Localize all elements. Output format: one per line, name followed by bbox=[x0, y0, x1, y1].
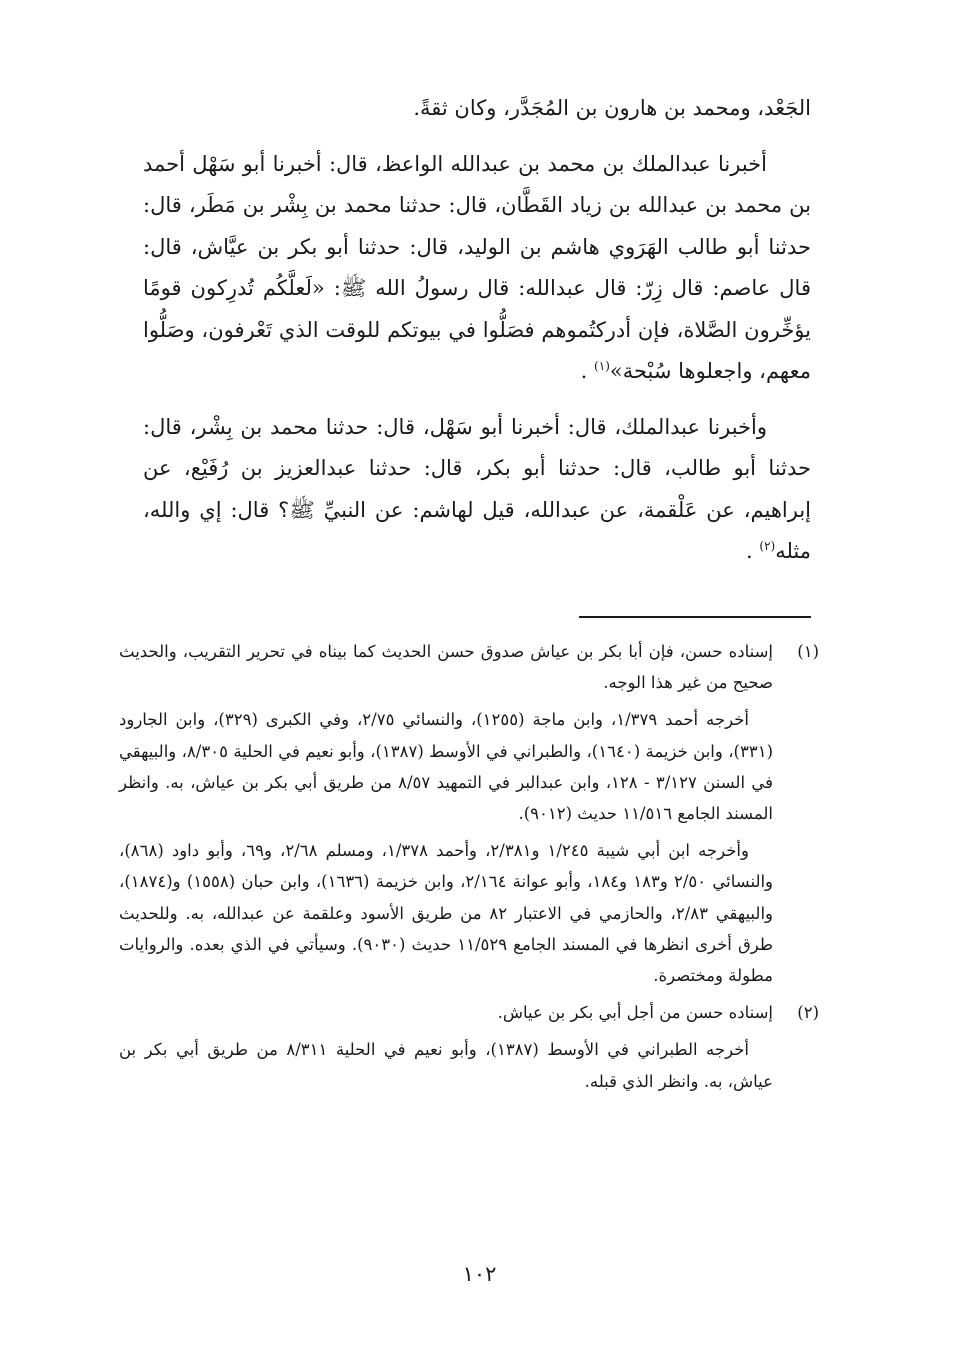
footnote-2-paragraph: أخرجه الطبراني في الأوسط (١٣٨٧)، وأبو نعيم في الحلية ٨/٣١١ من طريق أبي بكر بن عياش، به. وانظر الذي قبله. bbox=[119, 1040, 773, 1091]
footnote-ref-2[interactable]: (٢) bbox=[759, 539, 776, 553]
footnotes-section bbox=[119, 636, 819, 1103]
footnote-number-2: (٢) bbox=[797, 1003, 819, 1023]
hadith-text-2: وأخبرنا عبدالملك، قال: أخبرنا أبو سَهْل، قال: حدثنا محمد بن بِشْر، قال: حدثنا أبو طالب، قال: حدثنا أبو بكر، قال: حدثنا عبدالعزيز بن رُفَيْع، عن إبراهيم، عن عَلْقمة، عن عبدالله، قيل لهاشم: عن النبيِّ ﷺ؟ قال: إي والله، مثله bbox=[143, 414, 811, 563]
footnote-2-paragraph: إسناده حسن من أجل أبي بكر بن عياش. bbox=[497, 1003, 773, 1023]
main-text-block bbox=[143, 88, 811, 573]
opening-line: الجَعْد، ومحمد بن هارون بن المُجَدَّر، وكان ثقةً. bbox=[413, 96, 811, 120]
footnote-divider bbox=[579, 616, 811, 618]
footnote-number-1: (١) bbox=[797, 642, 819, 661]
paragraph-end-2: . bbox=[746, 539, 753, 563]
footnote-2 bbox=[119, 997, 819, 1097]
footnote-1-paragraph: إسناده حسن، فإن أبا بكر بن عياش صدوق حسن الحديث كما بيناه في تحرير التقريب، والحديث صحيح من غير هذا الوجه. bbox=[119, 642, 773, 693]
footnote-1-paragraph: أخرجه أحمد ١/٣٧٩، وابن ماجة (١٢٥٥)، والنسائي ٢/٧٥، وفي الكبرى (٣٢٩)، وابن الجارود (٣٣١)، وابن خزيمة (١٦٤٠)، والطبراني في الأوسط (١٣٨٧)، وأبو نعيم في الحلية ٨/٣٠٥، والبيهقي في السنن ٣/١٢٧ - ١٢٨، وابن عبدالبر في التمهيد ٨/٥٧ من طريق أبي بكر بن عياش، به. وانظر المسند الجامع ١١/٥١٦ حديث (٩٠١٢). bbox=[119, 710, 773, 824]
page-number: ١٠٢ bbox=[462, 1262, 497, 1286]
hadith-paragraph-2 bbox=[143, 407, 811, 573]
hadith-text-1: أخبرنا عبدالملك بن محمد بن عبدالله الواعظ، قال: أخبرنا أبو سَهْل أحمد بن محمد بن عبدالله بن زياد القَطَّان، قال: حدثنا محمد بن بِشْر بن مَطَر، قال: حدثنا أبو طالب الهَرَوي هاشم بن الوليد، قال: حدثنا أبو بكر بن عيَّاش، قال: قال عاصم: قال زِرّ: قال عبدالله: قال رسولُ الله ﷺ: «لَعلَّكُم تُدرِكون قومًا يؤخِّرون الصَّلاة، فإن أدركتُموهم فصَلُّوا في بيوتكم للوقت الذي تَعْرفون، وصَلُّوا معهم، واجعلوها سُبْحة» bbox=[143, 151, 811, 383]
footnote-1-paragraph: وأخرجه ابن أبي شيبة ١/٢٤٥ و٢/٣٨١، وأحمد ١/٣٧٨، ومسلم ٢/٦٨، و٦٩، وأبو داود (٨٦٨)، والنسائي ٢/٥٠ و١٨٣ و١٨٤، وأبو عوانة ٢/١٦٤، وابن خزيمة (١٦٣٦)، وابن حبان (١٥٥٨) و(١٨٧٤)، والبيهقي ٢/٨٣، والحازمي في الاعتبار ٨٢ من طريق الأسود وعلقمة عن عبدالله، به. وللحديث طرق أخرى انظرها في المسند الجامع ١١/٥٢٩ حديث (٩٠٣٠). وسيأتي في الذي بعده. والروايات مطولة ومختصرة. bbox=[119, 841, 774, 986]
footnote-1 bbox=[119, 636, 819, 991]
paragraph-end-1: . bbox=[580, 359, 588, 383]
hadith-paragraph-1 bbox=[143, 144, 811, 393]
footnote-ref-1[interactable]: (١) bbox=[594, 359, 610, 373]
